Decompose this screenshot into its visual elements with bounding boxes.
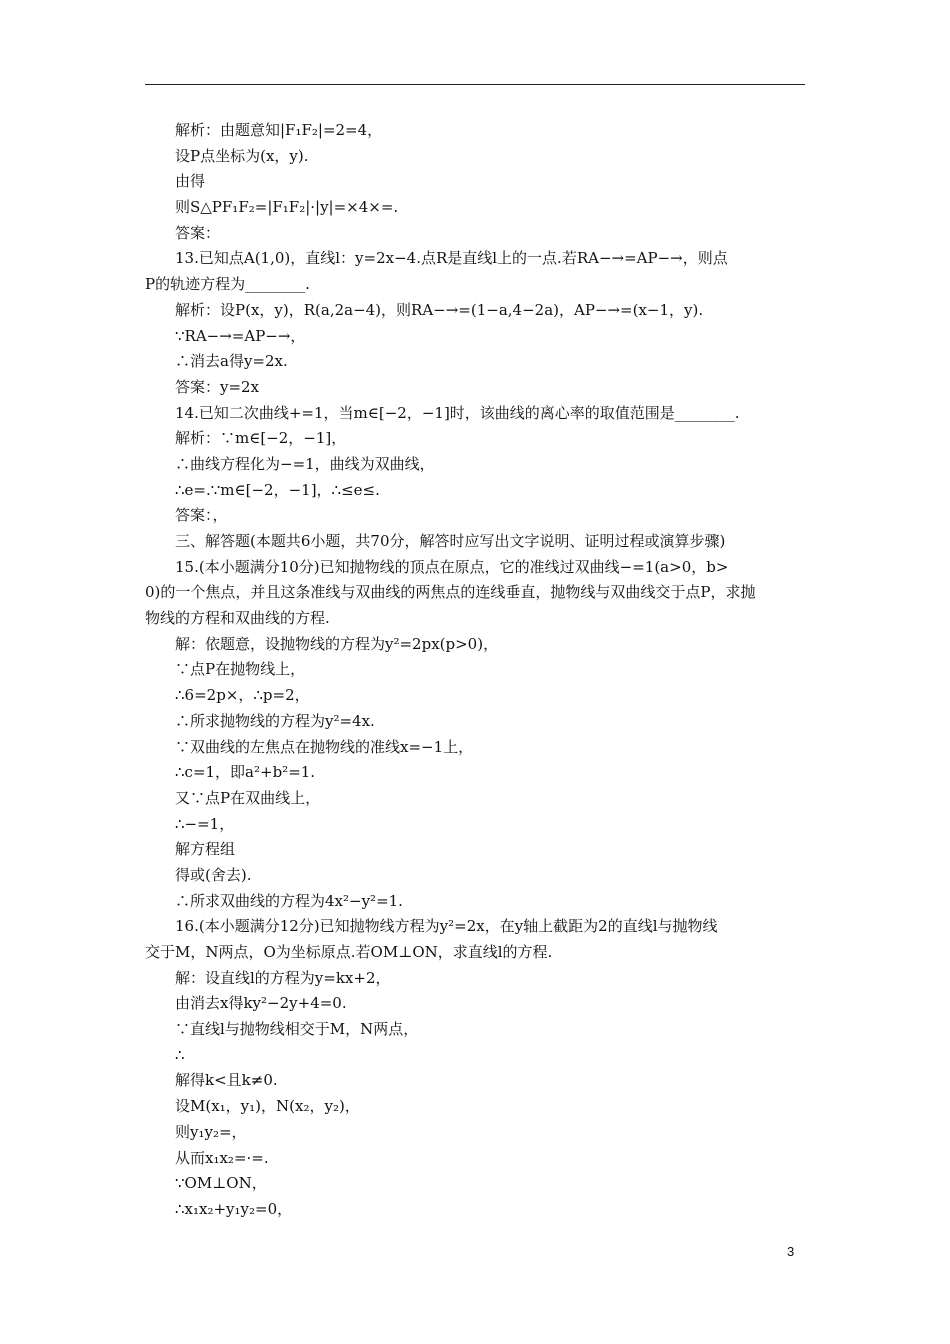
text-line: 设M(x₁，y₁)，N(x₂，y₂)， <box>175 1097 360 1116</box>
text-line: ∴所求抛物线的方程为y²=4x. <box>175 711 375 730</box>
text-line: 又∵点P在双曲线上， <box>175 788 321 807</box>
text-line: 解方程组 <box>175 840 236 859</box>
text-line: ∵OM⊥ON， <box>175 1174 267 1193</box>
text-line: 则y₁y₂=， <box>175 1122 247 1141</box>
text-line: ∵RA−→=AP−→， <box>175 326 306 345</box>
text-line: 解得k<且k≠0. <box>175 1071 278 1090</box>
text-line: 解：设直线l的方程为y=kx+2， <box>175 968 391 987</box>
text-line: 从而x₁x₂=·=. <box>175 1148 269 1167</box>
text-line: 设P点坐标为(x，y). <box>175 146 309 165</box>
text-line: ∵直线l与抛物线相交于M，N两点， <box>175 1020 419 1039</box>
text-line: ∴所求双曲线的方程为4x²−y²=1. <box>175 891 403 910</box>
text-line: P的轨迹方程为________. <box>145 275 310 294</box>
header-rule <box>145 84 805 85</box>
text-line: 三、解答题(本题共6小题，共70分，解答时应写出文字说明、证明过程或演算步骤) <box>175 532 726 550</box>
text-line: ∵双曲线的左焦点在抛物线的准线x=−1上， <box>175 737 474 756</box>
page-number: 3 <box>787 1244 795 1259</box>
text-line: ∴曲线方程化为−=1，曲线为双曲线， <box>175 454 435 473</box>
text-line: 解析：∵m∈[−2，−1]， <box>175 429 347 448</box>
text-line: 0)的一个焦点，并且这条准线与双曲线的两焦点的连线垂直，抛物线与双曲线交于点P，求抛 <box>145 583 756 602</box>
document-body <box>145 118 809 1223</box>
text-line: ∴消去a得y=2x. <box>175 352 288 371</box>
text-line: 13.已知点A(1,0)，直线l：y=2x−4.点R是直线l上的一点.若RA−→=AP−→，则点 <box>175 249 728 268</box>
text-line: 物线的方程和双曲线的方程. <box>145 609 330 628</box>
text-line: 则S△PF₁F₂=|F₁F₂|·|y|=×4×=. <box>175 198 399 217</box>
text-line: ∵点P在抛物线上， <box>175 660 306 679</box>
text-line: ∴6=2p×，∴p=2， <box>175 686 310 705</box>
text-line: 得或(舍去). <box>175 865 252 884</box>
text-line: 14.已知二次曲线+=1，当m∈[−2，−1]时，该曲线的离心率的取值范围是________. <box>175 403 740 422</box>
text-line: ∴x₁x₂+y₁y₂=0， <box>175 1199 293 1218</box>
text-line: 由消去x得ky²−2y+4=0. <box>175 994 347 1013</box>
text-line: ∴c=1，即a²+b²=1. <box>175 763 316 782</box>
text-line: 由得 <box>175 172 206 191</box>
text-line: 解：依题意，设抛物线的方程为y²=2px(p>0)， <box>175 634 499 653</box>
text-line: 16.(本小题满分12分)已知抛物线方程为y²=2x，在y轴上截距为2的直线l与抛物线 <box>175 917 718 936</box>
text-line: ∴ <box>175 1045 185 1064</box>
text-line: 答案：y=2x <box>175 377 260 396</box>
text-line: 解析：由题意知|F₁F₂|=2=4， <box>175 121 383 139</box>
text-line: 答案：， <box>175 506 228 525</box>
text-line: ∴e=.∵m∈[−2，−1]，∴≤e≤. <box>175 480 380 499</box>
text-line: 15.(本小题满分10分)已知抛物线的顶点在原点，它的准线过双曲线−=1(a>0，b> <box>175 557 729 576</box>
text-line: 解析：设P(x，y)，R(a,2a−4)，则RA−→=(1−a,4−2a)，AP−→=(x−1，y). <box>175 300 704 319</box>
text-line: 交于M，N两点，O为坐标原点.若OM⊥ON，求直线l的方程. <box>145 943 553 961</box>
text-line: ∴−=1， <box>175 814 235 833</box>
text-line: 答案： <box>175 223 221 242</box>
